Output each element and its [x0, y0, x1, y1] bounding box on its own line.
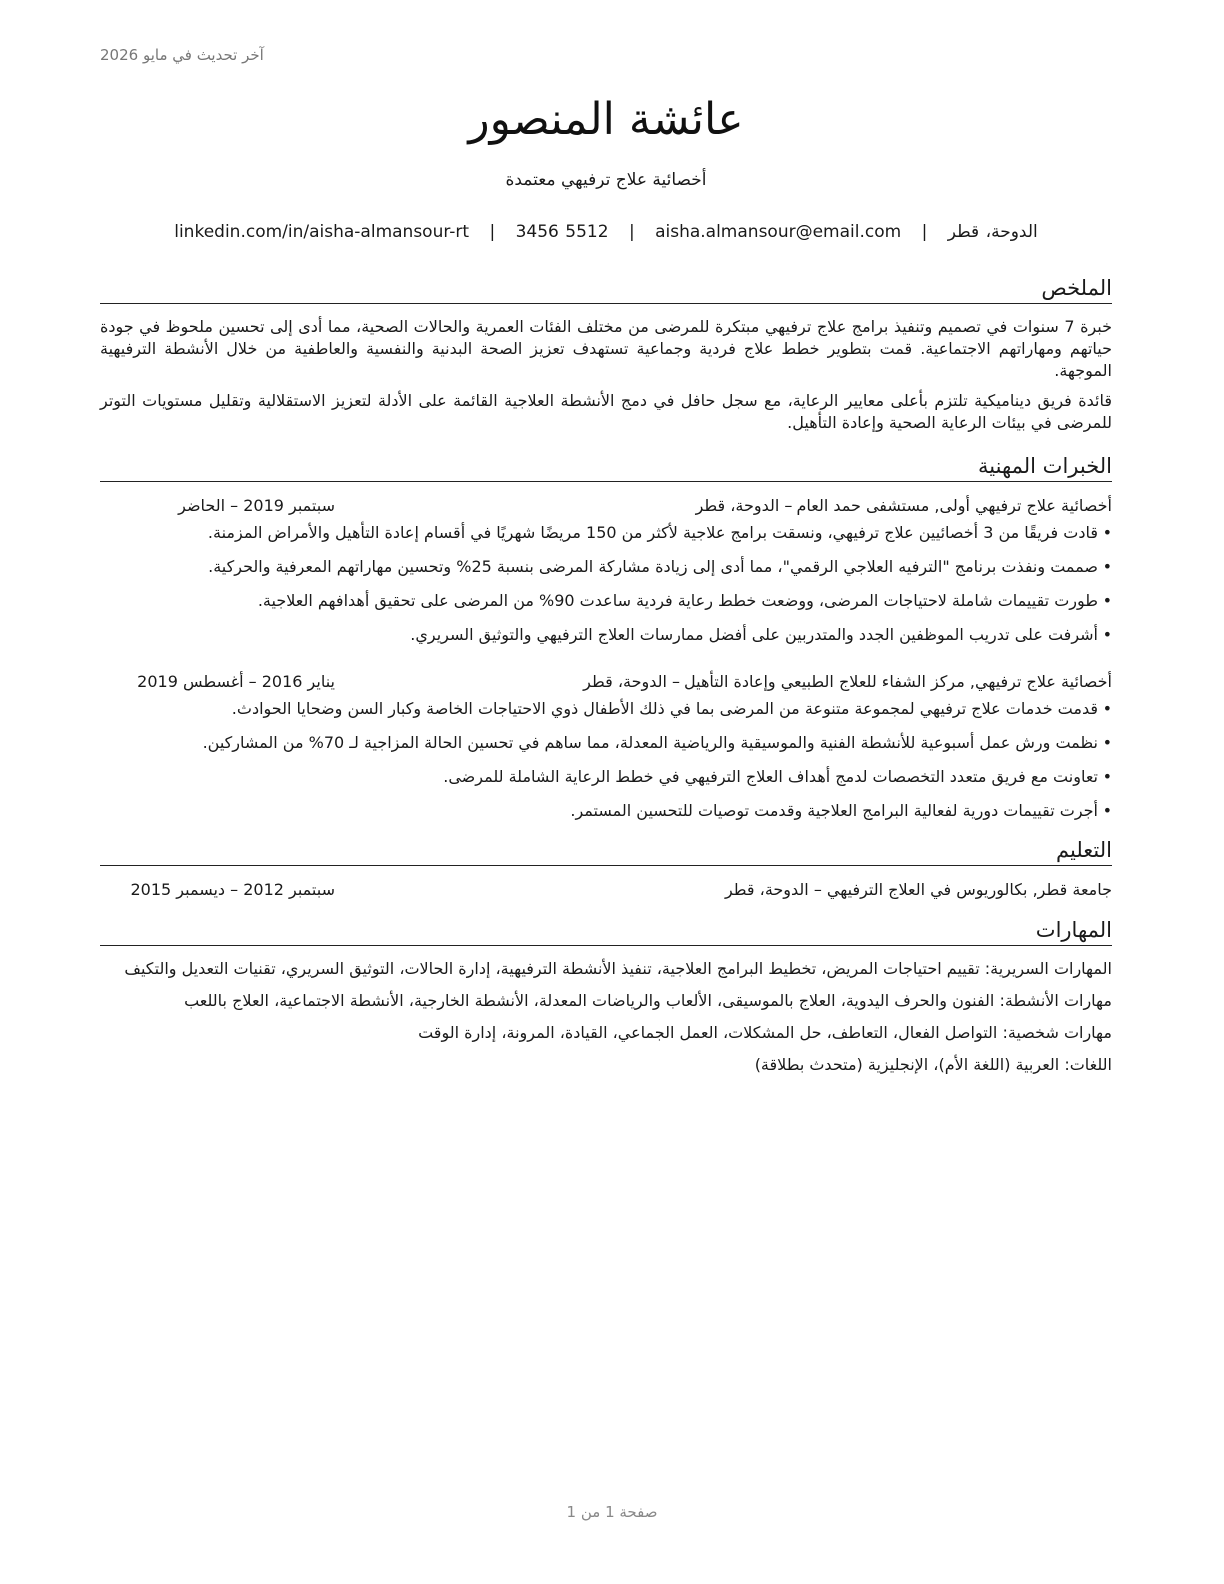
job-bullet-text: أجرت تقييمات دورية لفعالية البرامج العلاجية وقدمت توصيات للتحسين المستمر. — [570, 801, 1098, 820]
job-bullet: • طورت تقييمات شاملة لاحتياجات المرضى، ووضعت خطط رعاية فردية ساعدت 90% من المرضى على تحقيق أهدافهم العلاجية. — [257, 591, 1112, 610]
summary-paragraph: قائدة فريق ديناميكية تلتزم بأعلى معايير الرعاية، مع سجل حافل في دمج الأنشطة العلاجية القائمة على الأدلة لتعزيز الاستقلالية وتقليل مستويات التوتر للمرضى في بيئات الرعاية الصحية وإعادة التأهيل. — [100, 391, 1112, 432]
job-dates: يناير 2016 – أغسطس 2019 — [137, 672, 335, 691]
job-bullet: • أجرت تقييمات دورية لفعالية البرامج العلاجية وقدمت توصيات للتحسين المستمر. — [570, 801, 1112, 820]
job-header — [100, 494, 1112, 518]
page-number: صفحة 1 من 1 — [566, 1503, 658, 1521]
job-location: – الدوحة، قطر — [583, 672, 681, 691]
job-bullet-text: قدمت خدمات علاج ترفيهي لمجموعة متنوعة من المرضى بما في ذلك الأطفال ذوي الاحتياجات الخاصة وكبار السن وضحايا الحوادث. — [231, 699, 1098, 718]
candidate-name: عائشة المنصور — [468, 94, 744, 145]
job-bullets — [100, 698, 1112, 822]
job-bullet-text: أشرفت على تدريب الموظفين الجدد والمتدربين على أفضل ممارسات العلاج الترفيهي والتوثيق السريري. — [410, 625, 1098, 644]
job-dates: سبتمبر 2019 – الحاضر — [178, 496, 335, 515]
contact-email: aisha.almansour@email.com — [655, 222, 902, 242]
skill-line: مهارات الأنشطة: الفنون والحرف اليدوية، العلاج بالموسيقى، الألعاب والرياضات المعدلة، الأنشطة الخارجية، الأنشطة الاجتماعية، العلاج باللعب — [184, 991, 1112, 1010]
job-entry — [100, 494, 1112, 646]
resume-page — [100, 88, 1112, 1086]
skills-heading: المهارات — [100, 916, 1112, 946]
contact-phone: 3456 5512 — [515, 222, 609, 242]
job-bullet-text: نظمت ورش عمل أسبوعية للأنشطة الفنية والموسيقية والرياضية المعدلة، مما ساهم في تحسين الحالة المزاجية لـ 70% من المشاركين. — [202, 733, 1098, 752]
job-bullet: • قدمت خدمات علاج ترفيهي لمجموعة متنوعة من المرضى بما في ذلك الأطفال ذوي الاحتياجات الخاصة وكبار السن وضحايا الحوادث. — [231, 699, 1112, 718]
skill-line: اللغات: العربية (اللغة الأم)، الإنجليزية (متحدث بطلاقة) — [754, 1055, 1112, 1074]
education-degree: جامعة قطر, بكالوريوس في العلاج الترفيهي – الدوحة، قطر — [724, 880, 1112, 899]
contact-separator: | — [628, 222, 635, 242]
last-updated-note: آخر تحديث في مايو 2026 — [100, 46, 264, 64]
contact-location: الدوحة، قطر — [947, 222, 1038, 242]
contact-separator: | — [489, 222, 496, 242]
job-bullet: • صممت ونفذت برنامج "الترفيه العلاجي الرقمي"، مما أدى إلى زيادة مشاركة المرضى بنسبة 25% وتحسين مهاراتهم المعرفية والحركية. — [208, 557, 1112, 576]
contact-separator: | — [921, 222, 928, 242]
summary-heading: الملخص — [100, 274, 1112, 304]
job-bullet-text: قادت فريقًا من 3 أخصائيين علاج ترفيهي، ونسقت برامج علاجية لأكثر من 150 مريضًا شهريًا في أقسام إعادة التأهيل والأمراض المزمنة. — [207, 523, 1098, 542]
job-title: أخصائية علاج ترفيهي أولى, مستشفى حمد العام — [796, 496, 1112, 515]
contact-line — [100, 220, 1112, 244]
skill-line: مهارات شخصية: التواصل الفعال، التعاطف، حل المشكلات، العمل الجماعي، القيادة، المرونة، إدارة الوقت — [418, 1023, 1112, 1042]
job-bullet: • تعاونت مع فريق متعدد التخصصات لدمج أهداف العلاج الترفيهي في خطط الرعاية الشاملة للمرضى. — [443, 767, 1112, 786]
job-title-group — [583, 670, 1112, 694]
experience-heading: الخبرات المهنية — [100, 452, 1112, 482]
summary-paragraph: خبرة 7 سنوات في تصميم وتنفيذ برامج علاج ترفيهي مبتكرة للمرضى من مختلف الفئات العمرية والحالات الصحية، مما أدى إلى تحسين ملحوظ في جودة حياتهم ومهاراتهم الاجتماعية. قمت بتطوير خطط علاج فردية وجماعية تستهدف تعزيز الصحة البدنية والنفسية والعاطفية من خلال الأنشطة الترفيهية الموجهة. — [100, 317, 1112, 380]
job-location: – الدوحة، قطر — [695, 496, 793, 515]
job-bullet: • نظمت ورش عمل أسبوعية للأنشطة الفنية والموسيقية والرياضية المعدلة، مما ساهم في تحسين الحالة المزاجية لـ 70% من المشاركين. — [202, 733, 1112, 752]
job-bullets — [100, 522, 1112, 646]
job-bullet: • قادت فريقًا من 3 أخصائيين علاج ترفيهي، ونسقت برامج علاجية لأكثر من 150 مريضًا شهريًا في أقسام إعادة التأهيل والأمراض المزمنة. — [207, 523, 1112, 542]
skill-line: المهارات السريرية: تقييم احتياجات المريض، تخطيط البرامج العلاجية، تنفيذ الأنشطة الترفيهية، إدارة الحالات، التوثيق السريري، تقنيات التعديل والتكيف — [124, 959, 1112, 978]
job-header — [100, 670, 1112, 694]
candidate-title: أخصائية علاج ترفيهي معتمدة — [505, 170, 707, 190]
job-bullet-text: صممت ونفذت برنامج "الترفيه العلاجي الرقمي"، مما أدى إلى زيادة مشاركة المرضى بنسبة 25% وتحسين مهاراتهم المعرفية والحركية. — [208, 557, 1098, 576]
job-bullet: • أشرفت على تدريب الموظفين الجدد والمتدربين على أفضل ممارسات العلاج الترفيهي والتوثيق السريري. — [410, 625, 1112, 644]
job-bullet-text: طورت تقييمات شاملة لاحتياجات المرضى، ووضعت خطط رعاية فردية ساعدت 90% من المرضى على تحقيق أهدافهم العلاجية. — [257, 591, 1098, 610]
job-entry — [100, 670, 1112, 822]
contact-linkedin: linkedin.com/in/aisha-almansour-rt — [174, 222, 470, 242]
education-dates: سبتمبر 2012 – ديسمبر 2015 — [130, 880, 335, 899]
education-entry — [100, 878, 1112, 902]
job-title: أخصائية علاج ترفيهي, مركز الشفاء للعلاج الطبيعي وإعادة التأهيل — [684, 672, 1112, 691]
education-heading: التعليم — [100, 836, 1112, 866]
job-title-group — [696, 494, 1112, 518]
job-bullet-text: تعاونت مع فريق متعدد التخصصات لدمج أهداف العلاج الترفيهي في خطط الرعاية الشاملة للمرضى. — [443, 767, 1098, 786]
